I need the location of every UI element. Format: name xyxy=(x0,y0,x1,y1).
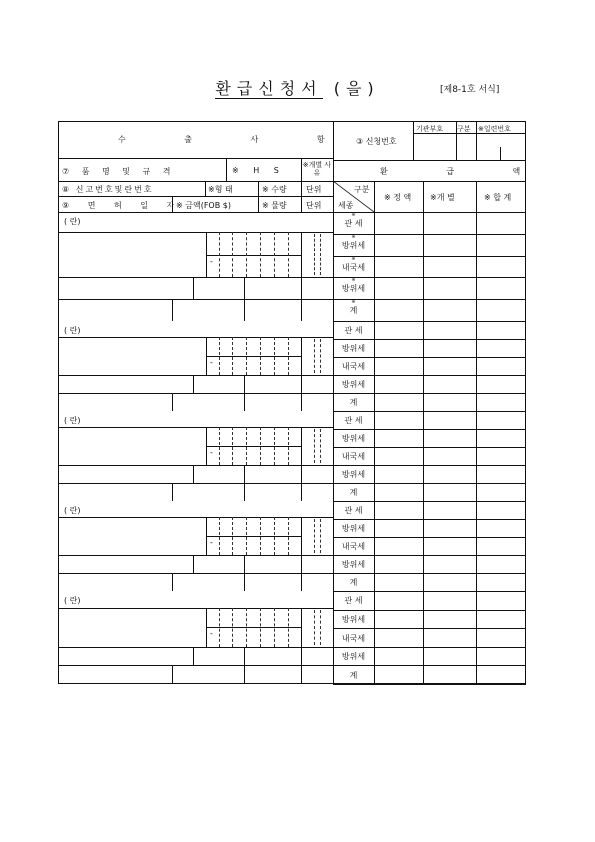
dashed-divider xyxy=(246,337,247,375)
grid-line xyxy=(476,411,477,501)
grid-line xyxy=(244,375,245,393)
tax-row-label xyxy=(333,523,374,534)
division-label: 구분 xyxy=(457,125,471,133)
grid-line xyxy=(333,610,526,611)
individual-label: ※개 별 xyxy=(430,193,455,202)
grid-line xyxy=(301,337,302,411)
grid-line xyxy=(423,501,424,591)
grid-line xyxy=(244,277,245,299)
quantity-label: ※ 수량 xyxy=(262,185,287,194)
tax-row-text: 방위세 xyxy=(341,380,366,389)
dashed-divider xyxy=(219,517,220,555)
tax-row-label xyxy=(333,343,374,354)
tax-row-label xyxy=(333,325,374,336)
grid-line xyxy=(333,591,526,592)
grid-line xyxy=(301,608,302,684)
grid-line xyxy=(333,665,526,666)
tax-row-label xyxy=(333,257,374,273)
dashed-divider xyxy=(320,610,321,645)
grid-line xyxy=(58,665,333,666)
report-number-label: ⑧ 신고번호및란번호 xyxy=(62,185,154,194)
grid-line xyxy=(58,555,333,556)
dashed-divider xyxy=(320,234,321,276)
serial-number-label: ※일련번호 xyxy=(478,125,511,133)
grid-line xyxy=(333,628,526,629)
grid-line xyxy=(244,483,245,501)
tax-row-text: 계 xyxy=(349,306,358,316)
fob-amount-label: ※ 금액(FOB $) xyxy=(176,201,231,210)
grid-line xyxy=(58,277,333,278)
dashed-divider xyxy=(260,232,261,278)
grid-line xyxy=(476,121,477,160)
grid-line xyxy=(193,555,194,573)
dashed-divider xyxy=(274,608,275,647)
grid-line xyxy=(476,321,477,411)
dashed-divider xyxy=(274,337,275,375)
dashed-divider xyxy=(314,339,315,373)
tax-row-text: 계 xyxy=(349,578,358,587)
grid-line xyxy=(301,517,302,591)
tax-row-text: 내국세 xyxy=(341,362,366,371)
grid-line xyxy=(244,465,245,483)
grid-line xyxy=(244,573,245,591)
dashed-divider xyxy=(320,339,321,373)
dashed-divider xyxy=(246,517,247,555)
tax-row-text: 관 세 xyxy=(344,596,363,606)
grid-line xyxy=(172,483,173,501)
tax-row-label xyxy=(333,577,374,588)
dashed-divider xyxy=(288,232,289,278)
asterisk-mark: ※ xyxy=(351,233,356,240)
grid-line xyxy=(206,627,301,628)
grid-line xyxy=(333,573,526,574)
dashed-divider xyxy=(260,337,261,375)
grid-line xyxy=(374,411,375,501)
grid-line xyxy=(374,181,375,212)
grid-line xyxy=(333,393,526,394)
grid-line xyxy=(193,375,194,393)
grid-line xyxy=(333,447,526,448)
dashed-divider xyxy=(260,608,261,647)
grid-line xyxy=(172,299,173,321)
grid-line xyxy=(423,212,424,321)
grid-line xyxy=(423,321,424,411)
tax-row-label xyxy=(333,235,374,251)
fixed-amount-label: ※ 정 액 xyxy=(384,193,412,202)
grid-line xyxy=(423,181,424,212)
dashed-divider xyxy=(219,427,220,465)
weight-label: ※ 물량 xyxy=(262,201,287,210)
grid-line xyxy=(206,255,301,256)
grid-line xyxy=(476,181,477,212)
grid-line xyxy=(374,501,375,591)
grid-line xyxy=(476,501,477,591)
grid-line xyxy=(333,483,526,484)
form-type-label: ※형 태 xyxy=(208,185,233,194)
dash-mark: - xyxy=(210,256,213,266)
apply-number-label: ③ 신청번호 xyxy=(356,137,397,146)
asterisk-mark: ※ xyxy=(351,299,356,306)
dashed-divider xyxy=(246,608,247,647)
tax-row-text: 관 세 xyxy=(344,219,363,228)
tax-row-label xyxy=(333,415,374,426)
grid-line xyxy=(205,181,206,196)
grid-line xyxy=(172,393,173,411)
dashed-divider xyxy=(260,427,261,465)
tax-row-text: 계 xyxy=(349,488,358,497)
license-date-label: ⑨ 면 허 일 자 xyxy=(62,201,183,210)
dashed-divider xyxy=(320,519,321,553)
dashed-divider xyxy=(288,427,289,465)
tax-row-text: 관 세 xyxy=(344,416,363,425)
tax-row-text: 계 xyxy=(349,398,358,407)
grid-line xyxy=(58,427,333,428)
grid-line xyxy=(58,181,526,182)
product-spec-label: ⑦ 품 명 및 규 격 xyxy=(62,167,176,176)
grid-line xyxy=(193,465,194,483)
grid-line xyxy=(333,357,526,358)
tax-row-label xyxy=(333,559,374,570)
grid-line xyxy=(58,483,333,484)
tax-row-label xyxy=(333,487,374,498)
grid-line xyxy=(244,555,245,573)
grid-line xyxy=(476,212,477,321)
tax-row-label xyxy=(333,451,374,462)
tax-row-text: 방위세 xyxy=(341,524,366,533)
dashed-divider xyxy=(232,337,233,375)
tax-row-label xyxy=(333,397,374,408)
unit2-label: 단위 xyxy=(306,201,322,210)
grid-line xyxy=(500,147,501,160)
grid-line xyxy=(301,232,302,321)
grid-line xyxy=(333,519,526,520)
grid-line xyxy=(333,375,526,376)
block-label: ( 란) xyxy=(64,416,81,425)
tax-row-label xyxy=(333,300,374,316)
individual-reason-label: ※개별 사유 xyxy=(302,161,332,177)
dashed-divider xyxy=(274,232,275,278)
dashed-divider xyxy=(288,608,289,647)
tax-row-label xyxy=(333,278,374,294)
tax-row-label xyxy=(333,670,374,681)
grid-line xyxy=(476,591,477,684)
tax-row-text: 방위세 xyxy=(341,652,366,662)
grid-line xyxy=(333,465,526,466)
grid-line xyxy=(193,647,194,666)
grid-line xyxy=(58,375,333,376)
block-label: ( 란) xyxy=(64,326,81,335)
grid-line xyxy=(333,684,526,685)
grid-line xyxy=(333,429,526,430)
tax-row-label xyxy=(333,379,374,390)
dashed-divider xyxy=(260,517,261,555)
grid-line xyxy=(58,647,333,648)
dashed-divider xyxy=(314,610,315,645)
tax-row-text: 방위세 xyxy=(341,240,366,250)
grid-line xyxy=(333,160,526,161)
tax-row-text: 내국세 xyxy=(341,262,366,272)
tax-type-label: 세종 xyxy=(338,201,354,210)
tax-row-label xyxy=(333,433,374,444)
tax-row-label xyxy=(333,505,374,516)
grid-line xyxy=(172,573,173,591)
dashed-divider xyxy=(246,427,247,465)
tax-row-text: 내국세 xyxy=(341,633,366,643)
tax-row-label xyxy=(333,633,374,644)
dashed-divider xyxy=(320,429,321,463)
dashed-divider xyxy=(219,337,220,375)
tax-row-text: 방위세 xyxy=(341,344,366,353)
grid-line xyxy=(333,647,526,648)
unit1-label: 단위 xyxy=(306,185,322,194)
grid-line xyxy=(58,608,333,609)
dashed-divider xyxy=(246,232,247,278)
grid-line xyxy=(58,337,333,338)
tax-row-text: 관 세 xyxy=(344,326,363,335)
grid-line xyxy=(58,196,333,197)
form-number: [제8-1호 서식] xyxy=(440,85,500,95)
tax-row-label xyxy=(333,361,374,372)
refund-amount-label: 환 급 액 xyxy=(380,167,549,176)
dashed-divider xyxy=(219,232,220,278)
agency-code-label: 기관부호 xyxy=(416,125,444,133)
tax-row-text: 내국세 xyxy=(341,452,366,461)
total-label: ※ 합 계 xyxy=(484,193,512,202)
dashed-divider xyxy=(314,519,315,553)
form-title-suffix: (을) xyxy=(333,79,380,98)
tax-row-text: 내국세 xyxy=(341,542,366,551)
tax-row-text: 방위세 xyxy=(341,470,366,479)
grid-line xyxy=(374,591,375,684)
grid-line xyxy=(374,321,375,411)
grid-line xyxy=(423,591,424,684)
asterisk-mark: ※ xyxy=(351,255,356,262)
dashed-divider xyxy=(314,429,315,463)
asterisk-mark: ※ xyxy=(351,277,356,284)
dashed-divider xyxy=(232,517,233,555)
grid-line xyxy=(333,501,526,502)
grid-line xyxy=(58,299,333,300)
grid-line xyxy=(413,121,414,160)
grid-line xyxy=(58,573,333,574)
dashed-divider xyxy=(232,608,233,647)
grid-line xyxy=(193,277,194,299)
grid-line xyxy=(333,339,526,340)
grid-line xyxy=(58,393,333,394)
tax-row-label xyxy=(333,595,374,606)
grid-line xyxy=(333,321,526,322)
grid-line xyxy=(58,232,333,233)
category-label: 구분 xyxy=(354,185,370,194)
grid-line xyxy=(58,212,526,213)
tax-row-label xyxy=(333,541,374,552)
block-label: ( 란) xyxy=(64,596,81,605)
tax-row-label xyxy=(333,469,374,480)
tax-row-label xyxy=(333,614,374,625)
export-items-label: 수 출 사 항 xyxy=(118,135,353,144)
dashed-divider xyxy=(232,232,233,278)
dash-mark: - xyxy=(210,448,213,458)
grid-line xyxy=(206,356,301,357)
block-label: ( 란) xyxy=(64,506,81,515)
grid-line xyxy=(172,665,173,684)
grid-line xyxy=(374,212,375,321)
form-title-text: 환급신청서 xyxy=(215,79,323,98)
asterisk-mark: ※ xyxy=(351,212,356,218)
grid-line xyxy=(58,158,333,159)
grid-line xyxy=(333,555,526,556)
tax-row-text: 방위세 xyxy=(341,614,366,624)
tax-row-text: 방위세 xyxy=(341,434,366,443)
tax-row-label xyxy=(333,213,374,229)
grid-line xyxy=(206,536,301,537)
grid-line xyxy=(226,158,227,181)
dashed-divider xyxy=(314,234,315,276)
dashed-divider xyxy=(288,517,289,555)
form-title xyxy=(0,76,595,99)
grid-line xyxy=(301,427,302,501)
dash-mark: - xyxy=(210,538,213,548)
tax-row-text: 방위세 xyxy=(341,284,366,294)
grid-line xyxy=(244,393,245,411)
tax-row-text: 계 xyxy=(349,670,358,680)
block-label: ( 란) xyxy=(64,217,81,226)
dashed-divider xyxy=(274,427,275,465)
grid-line xyxy=(258,181,259,212)
grid-line xyxy=(244,647,245,666)
grid-line xyxy=(244,299,245,321)
grid-line xyxy=(206,446,301,447)
grid-line xyxy=(58,517,333,518)
tax-row-text: 관 세 xyxy=(344,506,363,515)
grid-line xyxy=(333,411,526,412)
dash-mark: - xyxy=(210,629,213,639)
dashed-divider xyxy=(232,427,233,465)
tax-row-label xyxy=(333,651,374,662)
grid-line xyxy=(423,411,424,501)
hs-label: ※ H S xyxy=(232,166,285,175)
dash-mark: - xyxy=(210,358,213,368)
dashed-divider xyxy=(274,517,275,555)
dashed-divider xyxy=(219,608,220,647)
grid-line xyxy=(244,665,245,684)
grid-line xyxy=(333,537,526,538)
grid-line xyxy=(58,465,333,466)
tax-row-text: 방위세 xyxy=(341,560,366,569)
dashed-divider xyxy=(288,337,289,375)
